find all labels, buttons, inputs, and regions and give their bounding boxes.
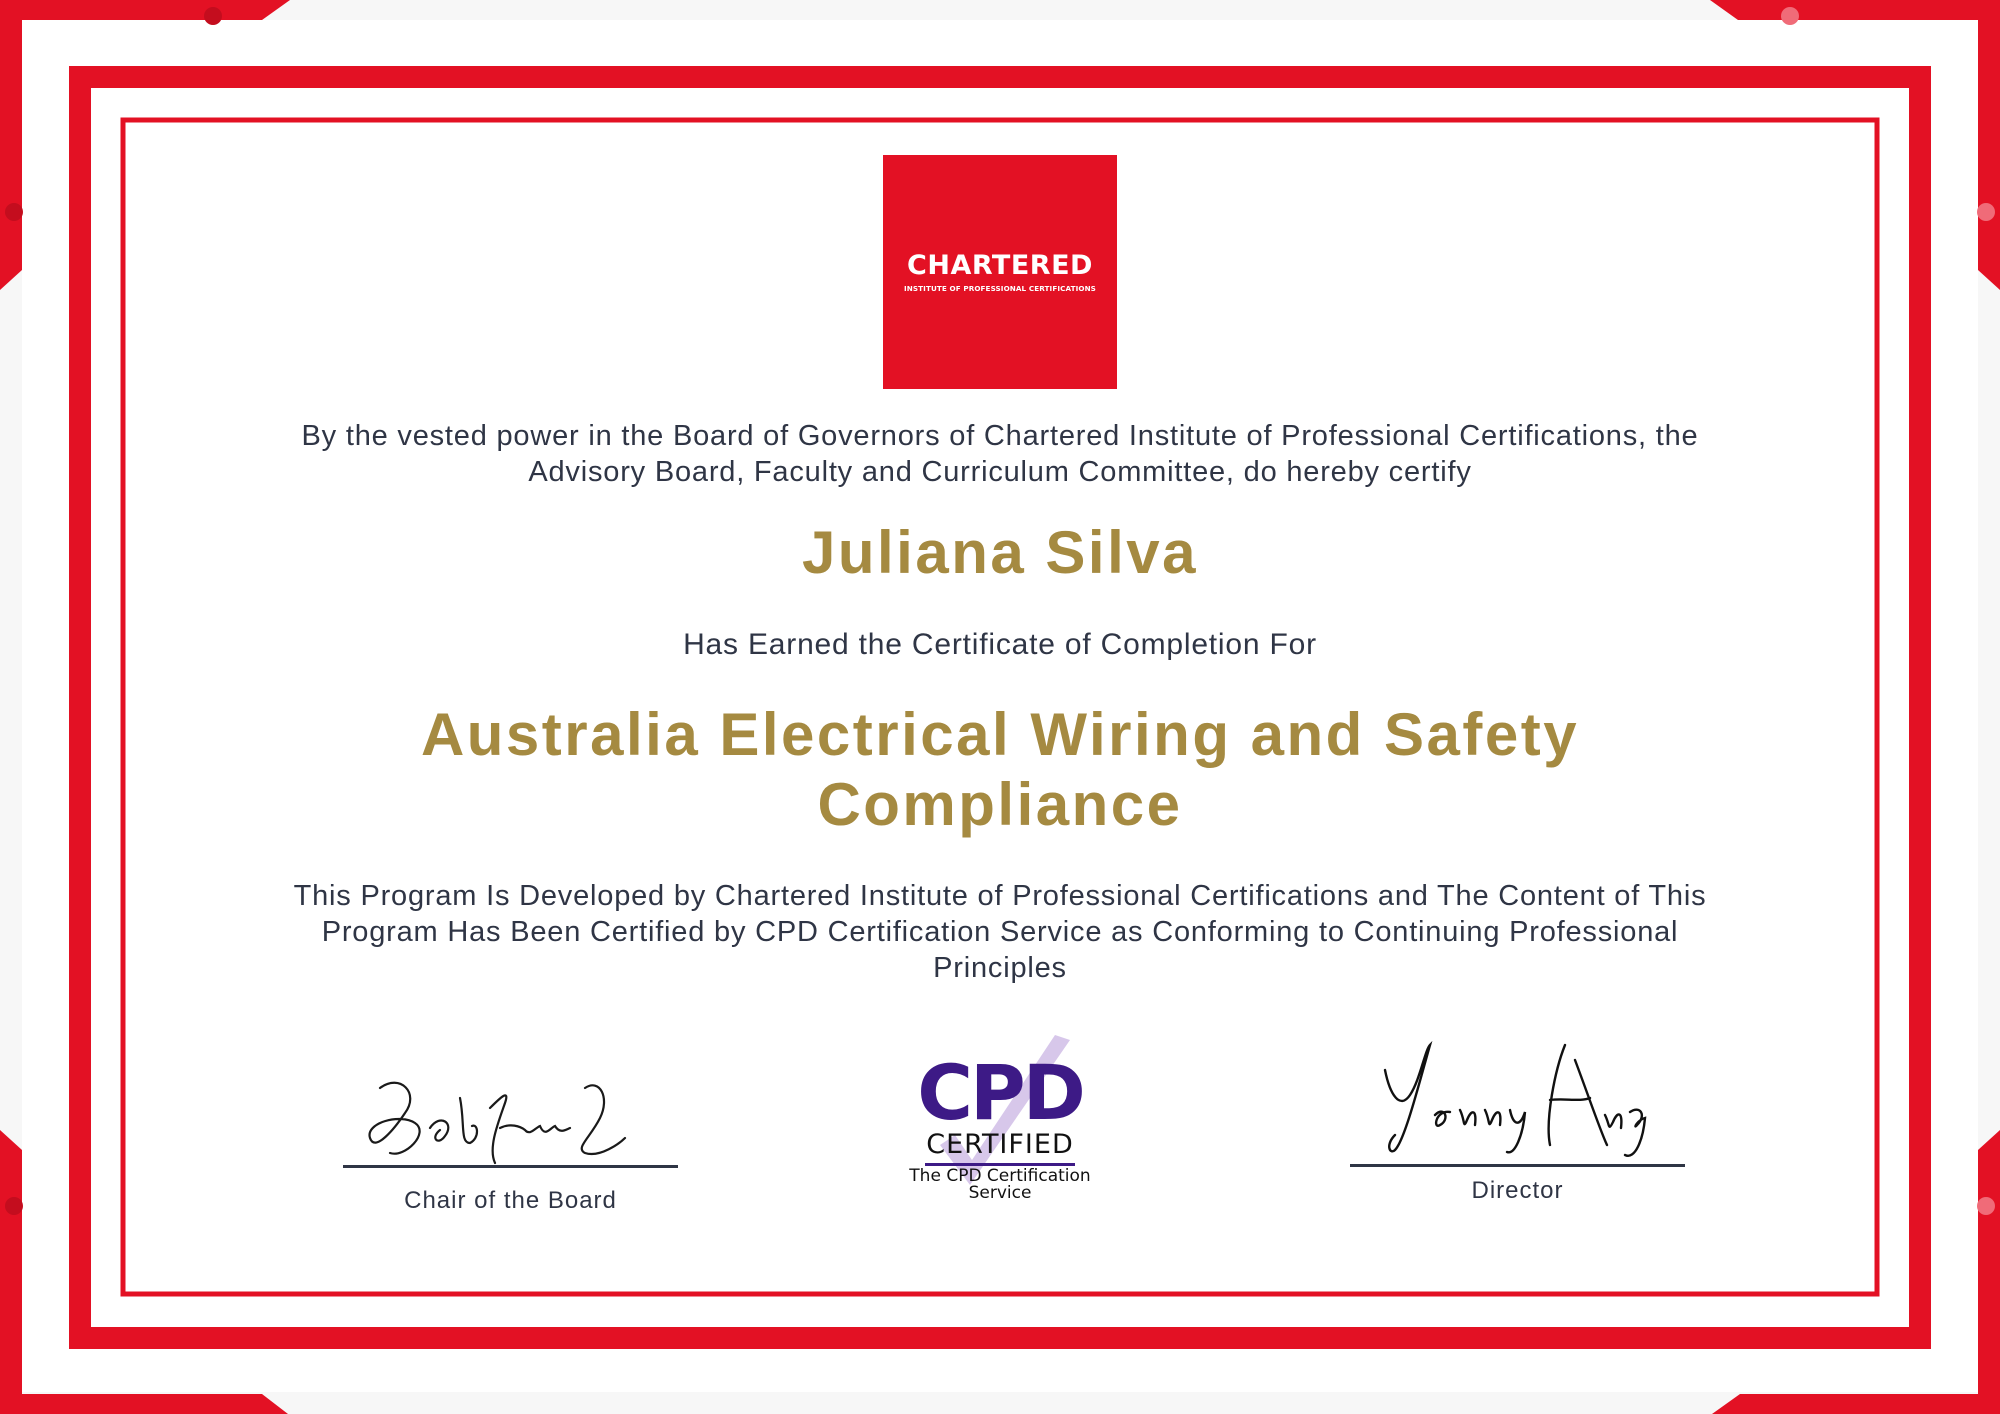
cpd-service-line1: The CPD Certification [909,1166,1091,1186]
program-note: This Program Is Developed by Chartered Institute of Professional Certifications and The Content of This Program Has Been Certified by CPD Certification Service as Conforming to Continuing Professional Principles [293,880,1707,984]
logo-subtitle: INSTITUTE OF PROFESSIONAL CERTIFICATIONS [904,284,1096,293]
earned-statement: Has Earned the Certificate of Completion For [683,628,1317,661]
cpd-service-line2: Service [968,1183,1032,1203]
certify-statement: By the vested power in the Board of Governors of Chartered Institute of Professional Certifications, the Advisory Board, Faculty and Curriculum Committee, do hereby certify [301,420,1699,488]
cpd-letters: CPD [917,1048,1083,1137]
logo-wordmark: CHARTERED [907,250,1093,281]
chartered-logo [883,155,1117,389]
cpd-certified-label: CERTIFIED [926,1129,1074,1160]
signature-left-title: Chair of the Board [404,1187,617,1214]
recipient-name: Juliana Silva [801,519,1198,586]
cpd-certified-badge [900,1035,1100,1205]
course-title: Australia Electrical Wiring and Safety Compliance [420,701,1580,838]
signature-right-line [1350,1164,1685,1167]
signature-right-title: Director [1471,1177,1564,1204]
signature-left-line [343,1165,678,1168]
